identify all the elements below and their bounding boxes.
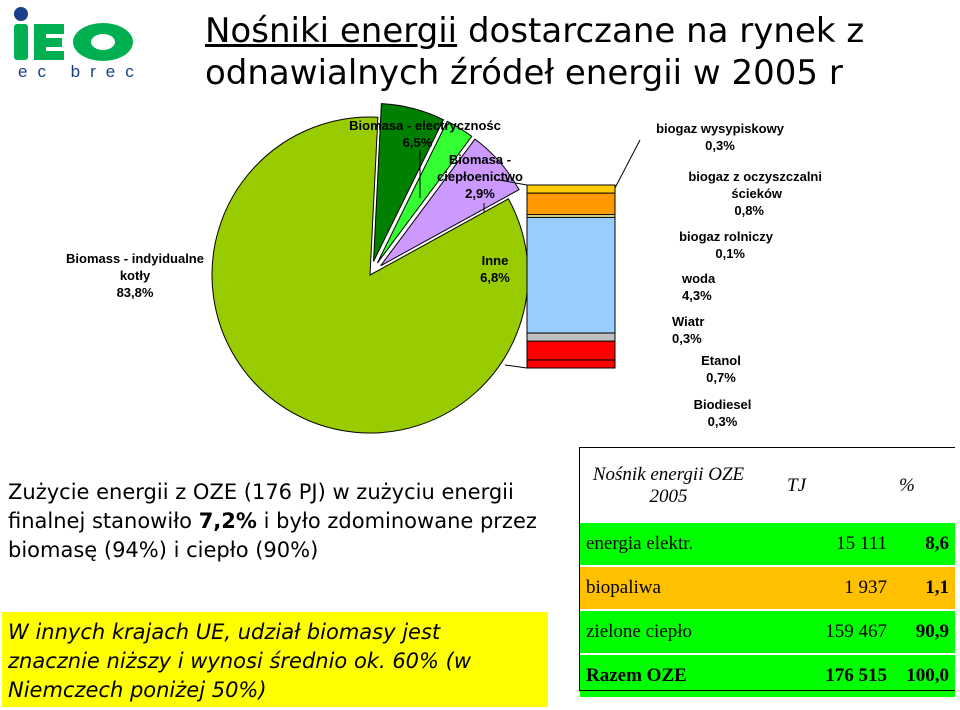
bar-segment-2: [527, 333, 615, 341]
label-line: Biomass - indyidualne: [66, 251, 204, 266]
note-text: W innych krajach UE, udział biomasy jest znacznie niższy i wynosi średnio ok. 60% (w Niemczech poniżej 50%): [8, 620, 472, 702]
summary-post: i było zdominowane przez biomasę (94%) i ciepło (90%): [8, 509, 537, 562]
label-value: 6,5%: [402, 135, 433, 150]
label-biomasa-el: [335, 117, 515, 151]
label-etanol: [686, 352, 756, 386]
label-line: Biomasa - electrycznośc: [349, 118, 501, 133]
label-value: 0,7%: [706, 370, 736, 385]
label-line: Biodiesel: [693, 397, 752, 412]
table-left-border: [579, 447, 580, 691]
label-value: 0,3%: [672, 331, 702, 346]
label-line: kotły: [119, 268, 151, 283]
summary-text: [8, 478, 548, 565]
label-line: woda: [682, 271, 716, 286]
label-woda: [682, 270, 742, 304]
label-inne: [470, 252, 520, 286]
table-cell: 8,6: [893, 523, 955, 565]
table-cell: 1,1: [893, 567, 955, 609]
label-line: Biomasa -: [448, 152, 512, 167]
label-value: 2,9%: [465, 186, 495, 201]
label-line: Inne: [481, 253, 509, 268]
header-tj: TJ: [781, 448, 893, 524]
connector-bottom: [505, 365, 527, 368]
table-cell: 15 111: [781, 523, 893, 565]
table-cell: 100,0: [893, 655, 955, 697]
label-value: 83,8%: [116, 285, 154, 300]
label-biodiesel: [685, 396, 760, 430]
label-line: Wiatr: [672, 314, 705, 329]
stacked-bar-chart: [527, 185, 615, 368]
table-row: [580, 611, 955, 653]
label-value: 6,8%: [480, 270, 510, 285]
header-carrier: Nośnik energii OZE 2005: [580, 448, 781, 524]
label-wiatr: [672, 313, 732, 347]
summary-pre: Zużycie energii z OZE (176 PJ) w zużyciu energii finalnej stanowiło: [8, 480, 514, 533]
table-header-row: [580, 448, 955, 524]
table-bottom-border: [580, 690, 955, 691]
table-cell: Razem OZE: [580, 655, 781, 697]
label-biogaz-ocz: [660, 168, 822, 219]
table-cell: 159 467: [781, 611, 893, 653]
summary-bold: 7,2%: [198, 509, 257, 533]
label-line: ciepłoenictwo: [437, 169, 523, 184]
label-value: 0,3%: [705, 138, 735, 153]
label-value: 0,3%: [707, 414, 738, 429]
bar-segment-0: [527, 360, 615, 368]
label-value: 0,1%: [715, 246, 745, 261]
label-biogaz-wys: [640, 120, 800, 154]
label-biomasa-cp: [425, 151, 535, 202]
label-line: biogaz rolniczy: [679, 229, 773, 244]
label-value: 4,3%: [682, 288, 712, 303]
label-line: biogaz wysypiskowy: [656, 121, 784, 136]
label-line: ścieków: [731, 186, 782, 201]
title-underlined: Nośniki energii: [205, 11, 458, 51]
bar-segment-1: [527, 341, 615, 360]
bar-segment-6: [527, 185, 615, 193]
bar-segment-5: [527, 193, 615, 215]
label-biomass-ind: [55, 250, 215, 301]
table-row: [580, 567, 955, 609]
table-cell: biopaliwa: [580, 567, 781, 609]
label-line: Etanol: [701, 353, 741, 368]
title-rest: dostarczane na rynek z odnawialnych źródeł energii w 2005 r: [205, 11, 865, 93]
table-cell: energia elektr.: [580, 523, 781, 565]
label-line: biogaz z oczyszczalni: [688, 169, 822, 184]
label-biogaz-rol: [660, 228, 773, 262]
table-row: [580, 523, 955, 565]
table-cell: 1 937: [781, 567, 893, 609]
energy-table: [580, 447, 955, 697]
leader-biogaz-wys: [615, 140, 640, 188]
bar-segment-3: [527, 217, 615, 333]
table-cell: zielone ciepło: [580, 611, 781, 653]
table-cell: 176 515: [781, 655, 893, 697]
label-value: 0,8%: [734, 203, 764, 218]
table-cell: 90,9: [893, 611, 955, 653]
logo-subtitle: ec brec: [18, 62, 144, 81]
header-percent: %: [893, 448, 955, 524]
